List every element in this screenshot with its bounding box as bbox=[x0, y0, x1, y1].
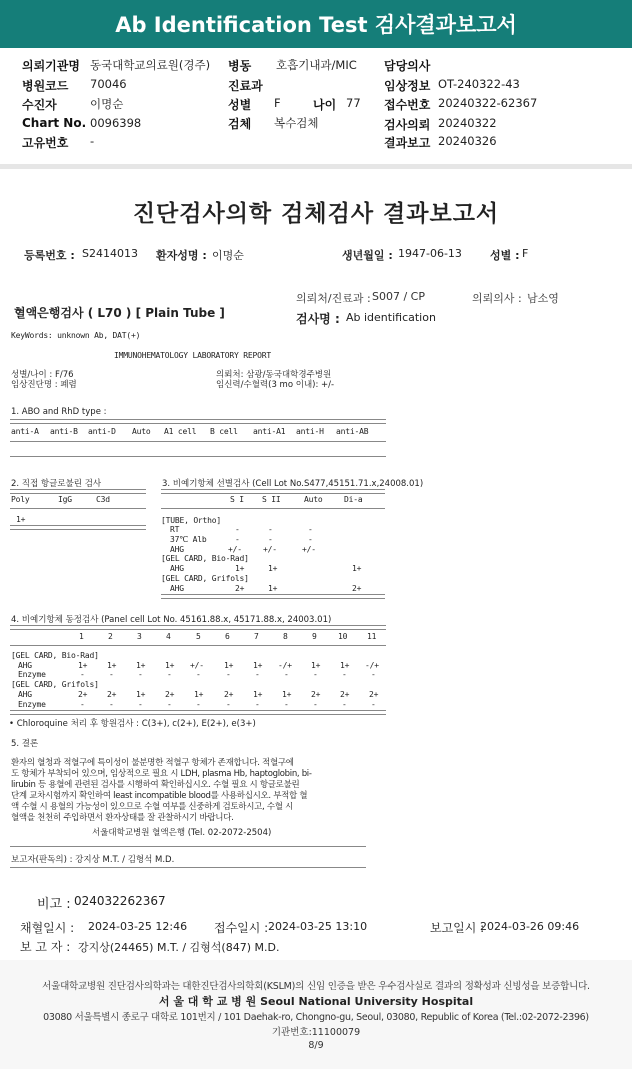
panel-cell: - bbox=[313, 670, 318, 679]
panel-cell: - bbox=[313, 700, 318, 709]
hospital-address: 03080 서울특별시 종로구 대학로 101번지 / 101 Daehak-ro, Chongno-gu, Seoul, 03080, Republic of Korea (Tel.:02-2072-2396) bbox=[43, 1012, 589, 1023]
panel-cell: 2+ bbox=[224, 690, 234, 699]
hdr-value: 0096398 bbox=[90, 116, 142, 130]
screen-cell: +/- bbox=[228, 545, 242, 554]
dat-header: C3d bbox=[96, 495, 110, 504]
hdr-value: - bbox=[90, 134, 95, 148]
screen-method: [TUBE, Ortho] bbox=[161, 516, 222, 525]
clinical-dx-line: 임상진단명 : 폐렴 bbox=[11, 380, 77, 390]
abo-section-title: 1. ABO and RhD type : bbox=[11, 407, 107, 417]
report-header-title: Ab Identification Test 검사결과보고서 bbox=[115, 13, 517, 37]
panel-method: [GEL CARD, Grifols] bbox=[11, 680, 99, 689]
page-number: 8/9 bbox=[308, 1040, 324, 1051]
hdr-value: 호흡기내과/MIC bbox=[276, 58, 357, 72]
screen-cell: 1+ bbox=[268, 564, 278, 573]
panel-cell: +/- bbox=[190, 661, 204, 670]
hospital-name: 서 울 대 학 교 병 원 Seoul National University Hospital bbox=[158, 995, 474, 1008]
hdr-value: OT-240322-43 bbox=[438, 77, 520, 91]
collect-value: 2024-03-25 12:46 bbox=[88, 920, 188, 933]
exam-label: 검사명 : bbox=[296, 312, 340, 326]
patient-name-label: 환자성명 : bbox=[156, 249, 207, 262]
rule bbox=[10, 456, 386, 457]
panel-cell: - bbox=[371, 700, 376, 709]
panel-cell: - bbox=[371, 670, 376, 679]
double-rule bbox=[161, 489, 385, 494]
screen-header: S I bbox=[230, 495, 244, 504]
panel-header: 11 bbox=[367, 632, 377, 641]
panel-cell: 2+ bbox=[311, 690, 321, 699]
panel-section-title: 4. 비예기항체 동정검사 (Panel cell Lot No. 45161.88.x, 45171.88.x, 24003.01) bbox=[11, 615, 332, 625]
panel-header: 1 bbox=[79, 632, 84, 641]
abo-header: anti-A1 bbox=[253, 427, 286, 436]
reporter-line: 보고자(판독의) : 강지상 M.T. / 김형석 M.D. bbox=[11, 855, 175, 865]
requester-line: 의뢰처: 삼광/동국대학경주병원 bbox=[216, 370, 332, 380]
rule bbox=[10, 441, 386, 442]
blood-bank-contact: 서울대학교병원 혈액은행 (Tel. 02-2072-2504) bbox=[92, 828, 272, 838]
exam-value: Ab identification bbox=[346, 311, 436, 324]
panel-cell: 1+ bbox=[194, 690, 204, 699]
panel-header: 2 bbox=[108, 632, 113, 641]
panel-cell: - bbox=[138, 700, 143, 709]
hdr-value: 70046 bbox=[90, 77, 127, 91]
panel-header: 3 bbox=[137, 632, 142, 641]
hdr-value: 77 bbox=[346, 96, 361, 110]
hdr-label: 검사의뢰 bbox=[384, 118, 431, 132]
panel-cell: 2+ bbox=[340, 690, 350, 699]
panel-cell: - bbox=[342, 670, 347, 679]
screen-method: [GEL CARD, Bio-Rad] bbox=[161, 554, 249, 563]
screen-cell: - bbox=[268, 535, 273, 544]
double-rule bbox=[10, 419, 386, 424]
hdr-value: 20240322 bbox=[438, 116, 497, 130]
conclusion-line: 혈액을 천천히 주입하면서 환자상태를 잘 관찰하시기 바랍니다. bbox=[11, 813, 234, 823]
doctor-value: 남소영 bbox=[527, 292, 559, 305]
hdr-value: 20240326 bbox=[438, 134, 497, 148]
panel-cell: 1+ bbox=[282, 690, 292, 699]
panel-cell: 1+ bbox=[340, 661, 350, 670]
rule bbox=[10, 645, 386, 646]
screen-cell: +/- bbox=[302, 545, 316, 554]
dob-label: 생년월일 : bbox=[342, 249, 393, 262]
abo-header: anti-B bbox=[50, 427, 78, 436]
screen-cell: 1+ bbox=[352, 564, 362, 573]
hdr-label: 수진자 bbox=[22, 98, 57, 112]
panel-cell: - bbox=[342, 700, 347, 709]
panel-row-label: AHG bbox=[18, 690, 32, 699]
rule bbox=[10, 867, 366, 868]
hdr-label: 임상정보 bbox=[384, 79, 431, 93]
screen-cell: - bbox=[308, 535, 313, 544]
sex-label: 성별 : bbox=[490, 249, 520, 262]
panel-row-label: Enzyme bbox=[18, 670, 46, 679]
panel-cell: 2+ bbox=[369, 690, 379, 699]
hdr-label: 접수번호 bbox=[384, 98, 431, 112]
screen-header: S II bbox=[262, 495, 281, 504]
hdr-label: 담당의사 bbox=[384, 59, 431, 73]
abo-header: anti-H bbox=[296, 427, 324, 436]
panel-cell: 2+ bbox=[107, 690, 117, 699]
panel-cell: 1+ bbox=[78, 661, 88, 670]
screen-cell: - bbox=[235, 535, 240, 544]
panel-row-label: Enzyme bbox=[18, 700, 46, 709]
panel-cell: 1+ bbox=[165, 661, 175, 670]
hdr-label: 병원코드 bbox=[22, 79, 69, 93]
screen-cell: 1+ bbox=[268, 584, 278, 593]
keywords: KeyWords: unknown Ab, DAT(+) bbox=[11, 331, 141, 340]
panel-method: [GEL CARD, Bio-Rad] bbox=[11, 651, 99, 660]
bottom-reporter-value: 강지상(24465) M.T. / 김형석(847) M.D. bbox=[78, 941, 280, 954]
panel-cell: 1+ bbox=[253, 661, 263, 670]
panel-cell: - bbox=[226, 700, 231, 709]
hdr-label: 검체 bbox=[228, 117, 252, 131]
screen-header: Auto bbox=[304, 495, 323, 504]
dept-value: S007 / CP bbox=[372, 290, 425, 303]
hdr-label: 진료과 bbox=[228, 79, 263, 93]
dat-value: 1+ bbox=[16, 515, 26, 524]
screen-cell: 1+ bbox=[235, 564, 245, 573]
bottom-reporter-label: 보 고 자 : bbox=[20, 940, 71, 954]
rule bbox=[161, 508, 385, 509]
hdr-label: 성별 bbox=[228, 98, 252, 112]
panel-cell: - bbox=[255, 700, 260, 709]
hdr-value: 이명순 bbox=[90, 97, 124, 111]
screen-row-label: AHG bbox=[170, 564, 184, 573]
doctor-label: 의뢰의사 : bbox=[472, 292, 522, 305]
reg-no-label: 등록번호 : bbox=[24, 249, 75, 262]
conclusion-line: 환자의 혈청과 적혈구에 특이성이 불분명한 적혈구 항체가 존재합니다. 적혈구에 bbox=[11, 758, 294, 768]
panel-cell: - bbox=[255, 670, 260, 679]
dat-header: IgG bbox=[58, 495, 72, 504]
panel-cell: - bbox=[109, 670, 114, 679]
double-rule bbox=[161, 594, 385, 599]
panel-header: 5 bbox=[196, 632, 201, 641]
hdr-label: 의뢰기관명 bbox=[22, 59, 80, 73]
screen-cell: +/- bbox=[263, 545, 277, 554]
hdr-label: 고유번호 bbox=[22, 136, 69, 150]
abo-header: anti-AB bbox=[336, 427, 369, 436]
panel-cell: - bbox=[167, 700, 172, 709]
double-rule bbox=[10, 710, 386, 715]
panel-cell: 2+ bbox=[78, 690, 88, 699]
panel-cell: -/+ bbox=[278, 661, 292, 670]
hdr-value: 20240322-62367 bbox=[438, 96, 538, 110]
panel-cell: - bbox=[284, 670, 289, 679]
panel-cell: 1+ bbox=[253, 690, 263, 699]
panel-cell: 1+ bbox=[224, 661, 234, 670]
receive-value: 2024-03-25 13:10 bbox=[268, 920, 368, 933]
panel-cell: 1+ bbox=[136, 690, 146, 699]
panel-cell: - bbox=[80, 700, 85, 709]
institution-number: 기관번호:11100079 bbox=[271, 1027, 361, 1038]
report-title: 진단검사의학 검체검사 결과보고서 bbox=[132, 201, 500, 227]
abo-header: anti-D bbox=[88, 427, 116, 436]
patient-name-value: 이명순 bbox=[212, 249, 244, 262]
receive-label: 접수일시 : bbox=[214, 921, 269, 935]
panel-header: 10 bbox=[338, 632, 348, 641]
certification-note: 서울대학교병원 진단검사의학과는 대한진단검사의학회(KSLM)의 신임 인증을 받은 우수검사실로 결과의 정확성과 신빙성을 보증합니다. bbox=[42, 981, 590, 992]
pregnancy-line: 임신력/수혈력(3 mo 이내): +/- bbox=[216, 380, 335, 390]
dob-value: 1947-06-13 bbox=[398, 247, 462, 260]
screen-cell: - bbox=[268, 525, 273, 534]
conclusion-line: 단계 교차시험까지 확인하여 least incompatible blood를 사용하십시오. 부적합 혈 bbox=[11, 791, 308, 801]
panel-cell: - bbox=[284, 700, 289, 709]
panel-header: 6 bbox=[225, 632, 230, 641]
panel-cell: - bbox=[138, 670, 143, 679]
screen-row-label: AHG bbox=[170, 584, 184, 593]
hdr-label: 결과보고 bbox=[384, 136, 431, 150]
conclusion-title: 5. 결론 bbox=[11, 739, 39, 749]
panel-row-label: AHG bbox=[18, 661, 32, 670]
rule bbox=[10, 508, 146, 509]
rule bbox=[10, 846, 366, 847]
panel-cell: - bbox=[196, 670, 201, 679]
double-rule bbox=[10, 489, 146, 494]
test-name: 혈액은행검사 ( L70 ) [ Plain Tube ] bbox=[14, 306, 225, 320]
sex-age-line: 성별/나이 : F/76 bbox=[11, 370, 74, 380]
screen-row-label: 37℃ Alb bbox=[170, 535, 207, 544]
panel-cell: -/+ bbox=[365, 661, 379, 670]
panel-cell: - bbox=[109, 700, 114, 709]
remark-value: 024032262367 bbox=[74, 894, 166, 908]
screen-cell: - bbox=[235, 525, 240, 534]
double-rule bbox=[10, 625, 386, 630]
collect-label: 채혈일시 : bbox=[20, 921, 75, 935]
screen-cell: 2+ bbox=[235, 584, 245, 593]
dept-label: 의뢰처/진료과 : bbox=[296, 292, 371, 305]
hdr-label: 나이 bbox=[313, 98, 337, 112]
hdr-label: 병동 bbox=[228, 59, 252, 73]
abo-header: B cell bbox=[210, 427, 238, 436]
screen-header: Di-a bbox=[344, 495, 363, 504]
panel-cell: 1+ bbox=[311, 661, 321, 670]
abo-header: Auto bbox=[132, 427, 151, 436]
report-time-value: 2024-03-26 09:46 bbox=[480, 920, 580, 933]
panel-header: 9 bbox=[312, 632, 317, 641]
hdr-value: 복수검체 bbox=[274, 116, 319, 130]
chloroquine-note: • Chloroquine 처리 후 항원검사 : C(3+), c(2+), E(2+), e(3+) bbox=[9, 719, 256, 729]
double-rule bbox=[10, 525, 146, 530]
panel-cell: - bbox=[226, 670, 231, 679]
conclusion-line: lirubin 등 용혈에 관련된 검사를 시행하여 확인하십시오. 수혈 필요 시 항글로불린 bbox=[11, 780, 300, 790]
screen-method: [GEL CARD, Grifols] bbox=[161, 574, 249, 583]
panel-cell: 2+ bbox=[165, 690, 175, 699]
abo-header: A1 cell bbox=[164, 427, 197, 436]
section-divider bbox=[0, 164, 632, 169]
panel-header: 7 bbox=[254, 632, 259, 641]
screen-row-label: RT bbox=[170, 525, 180, 534]
screen-cell: 2+ bbox=[352, 584, 362, 593]
panel-cell: - bbox=[80, 670, 85, 679]
conclusion-line: 도 항체가 부착되어 있으며, 임상적으로 필요 시 LDH, plasma Hb, haptoglobin, bi- bbox=[11, 769, 312, 779]
dat-section-title: 2. 직접 항글로불린 검사 bbox=[11, 479, 102, 489]
hdr-value: 동국대학교의료원(경주) bbox=[90, 58, 211, 72]
panel-cell: 1+ bbox=[136, 661, 146, 670]
hdr-value: F bbox=[274, 96, 281, 110]
sex-value: F bbox=[522, 247, 529, 260]
conclusion-line: 액 수혈 시 용혈의 가능성이 있으므로 수혈 여부를 신중하게 검토하시고, 수혈 시 bbox=[11, 802, 293, 812]
reg-no-value: S2414013 bbox=[82, 247, 138, 260]
abo-header: anti-A bbox=[11, 427, 39, 436]
panel-cell: 1+ bbox=[107, 661, 117, 670]
panel-header: 8 bbox=[283, 632, 288, 641]
screen-cell: - bbox=[308, 525, 313, 534]
screen-row-label: AHG bbox=[170, 545, 184, 554]
panel-header: 4 bbox=[166, 632, 171, 641]
remark-label: 비고 : bbox=[37, 897, 71, 912]
panel-cell: - bbox=[167, 670, 172, 679]
hdr-label: Chart No. bbox=[22, 116, 87, 130]
screen-section-title: 3. 비예기항체 선별검사 (Cell Lot No.S477,45151.71.x,24008.01) bbox=[162, 479, 424, 489]
lab-report-title: IMMUNOHEMATOLOGY LABORATORY REPORT bbox=[114, 351, 271, 360]
panel-cell: - bbox=[196, 700, 201, 709]
report-time-label: 보고일시 : bbox=[430, 921, 485, 935]
dat-header: Poly bbox=[11, 495, 30, 504]
